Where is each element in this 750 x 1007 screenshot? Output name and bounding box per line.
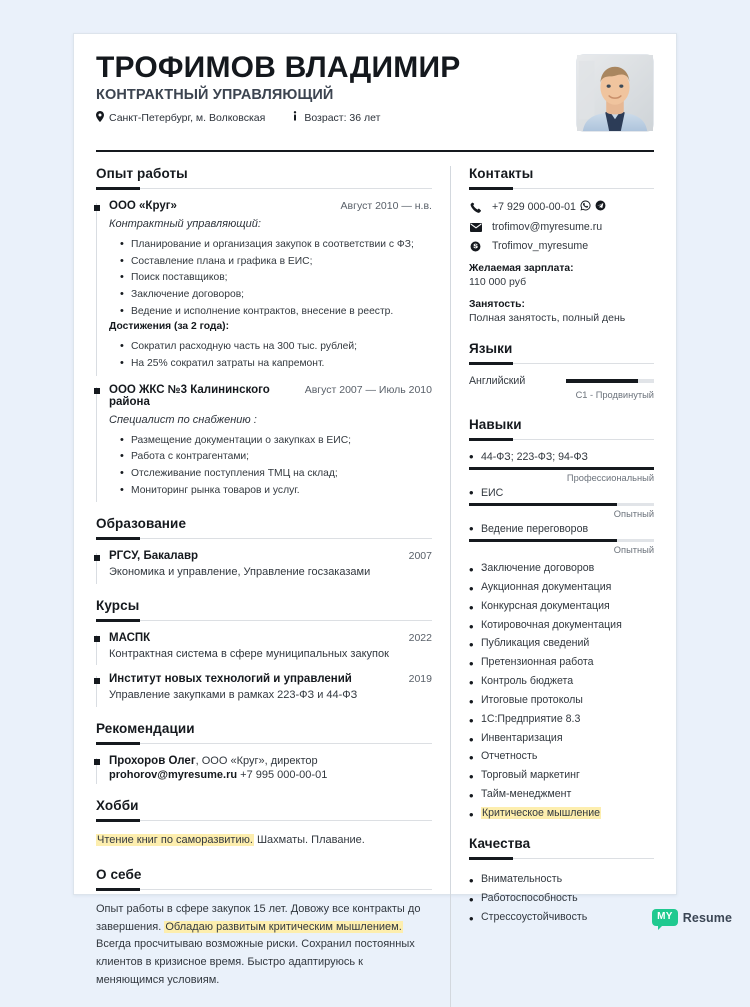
section-underline <box>469 858 654 859</box>
salary-value: 110 000 руб <box>468 276 527 288</box>
course-provider: Институт новых технологий и управлений <box>109 673 352 686</box>
resume-body <box>96 152 654 1007</box>
institution-name: РГСУ, Бакалавр <box>109 550 199 563</box>
section-title-qualities: Качества <box>468 835 531 851</box>
section-title-experience: Опыт работы <box>96 166 188 181</box>
hobby-highlight: Чтение книг по саморазвитию. <box>97 833 253 846</box>
envelope-icon <box>469 223 483 232</box>
list-item: • Заключение договоров; <box>131 287 432 304</box>
list-item <box>469 634 654 653</box>
position-title: Специалист по снабжению : <box>109 413 257 426</box>
avatar <box>576 54 654 132</box>
entry-header <box>109 550 432 562</box>
course-year: 2022 <box>408 631 432 644</box>
graduation-year: 2007 <box>408 550 432 563</box>
list-item <box>469 616 654 635</box>
contact-phone[interactable] <box>492 200 606 214</box>
skills-plain-list <box>469 559 654 823</box>
list-item <box>469 729 654 748</box>
course-year: 2019 <box>408 673 432 686</box>
salary-label: Желаемая зарплата: <box>468 263 574 274</box>
contact-messenger[interactable]: Trofimov_myresume <box>491 240 589 252</box>
list-item: • Работа с контрагентами; <box>131 449 432 466</box>
skill-level-label: Опытный <box>613 545 655 555</box>
section-underline <box>96 188 432 189</box>
reference-phone[interactable]: +7 995 000-00-01 <box>240 768 328 781</box>
skill-name: • 44-ФЗ; 223-ФЗ; 94-ФЗ <box>469 451 654 463</box>
course-entry <box>96 632 432 663</box>
section-contacts <box>469 166 654 324</box>
list-item <box>469 597 654 616</box>
skill-level-fill <box>469 467 654 470</box>
about-part1: Опыт работы в сфере закупок 15 лет. Довожу все контракты до завершения. <box>96 902 421 933</box>
experience-entry <box>96 200 432 373</box>
right-column <box>451 166 654 1007</box>
employment-period: Август 2007 — Июль 2010 <box>304 383 432 396</box>
skill-label: Отчетность <box>480 750 538 763</box>
list-item: • Составление плана и графика в ЕИС; <box>131 254 432 271</box>
about-text <box>96 901 432 990</box>
skill-label: 1С:Предприятие 8.3 <box>480 712 581 725</box>
skill-label: Претензионная работа <box>480 656 594 669</box>
list-item <box>469 785 654 804</box>
duties-list <box>109 433 432 500</box>
list-item: • Стрессоустойчивость <box>469 908 654 927</box>
square-bullet-icon <box>94 555 100 561</box>
section-languages <box>469 341 654 400</box>
section-underline <box>96 889 432 890</box>
skill-name: • Ведение переговоров <box>469 523 654 535</box>
list-item: • Размещение документации о закупках в ЕИС; <box>131 433 432 450</box>
employment-label: Занятость: <box>468 299 525 310</box>
section-underline <box>96 820 432 821</box>
header-meta <box>96 111 654 125</box>
reference-contacts <box>109 769 432 781</box>
position-title: Контрактный управляющий: <box>109 218 261 230</box>
list-item <box>469 747 654 766</box>
location-meta <box>96 111 265 125</box>
list-item: • Мониторинг рынка товаров и услуг. <box>131 483 432 500</box>
reference-entry <box>96 755 432 781</box>
course-detail: Контрактная система в сфере муниципальных закупок <box>109 647 389 660</box>
employer-name: ООО ЖКС №3 Калининского района <box>109 383 270 408</box>
entry-header <box>109 632 432 644</box>
skill-label: Критическое мышление <box>481 806 601 819</box>
list-item: • Отслеживание поступления ТМЦ на склад; <box>131 466 432 483</box>
contact-email[interactable]: trofimov@myresume.ru <box>491 221 603 233</box>
employment-value: Полная занятость, полный день <box>468 312 626 324</box>
section-title-contacts: Контакты <box>468 166 534 181</box>
list-item: • На 25% сократил затраты на капремонт. <box>131 356 432 373</box>
skill-level-label: Опытный <box>613 509 655 519</box>
section-title-skills: Навыки <box>468 417 522 432</box>
section-education <box>96 516 432 581</box>
entry-header <box>109 384 432 408</box>
skill-label: Итоговые протоколы <box>480 693 583 706</box>
section-title-about: О себе <box>96 866 142 882</box>
list-item: • Ведение и исполнение контрактов, внесение в реестр. <box>131 304 432 321</box>
section-courses <box>96 598 432 704</box>
hobby-rest: Шахматы. Плавание. <box>253 833 365 846</box>
skype-icon <box>469 241 483 252</box>
square-bullet-icon <box>94 678 100 684</box>
section-title-courses: Курсы <box>96 597 140 613</box>
language-level-bar <box>566 379 654 383</box>
skill-label: Контроль бюджета <box>480 675 574 688</box>
list-item: • Планирование и организация закупок в соответствии с ФЗ; <box>131 237 432 254</box>
section-title-references: Рекомендации <box>96 720 195 736</box>
list-item <box>469 766 654 785</box>
telegram-icon[interactable] <box>595 200 606 214</box>
entry-header <box>109 673 432 685</box>
entry-header <box>109 200 432 212</box>
language-row <box>469 375 654 387</box>
course-detail: Управление закупками в рамках 223-ФЗ и 44-ФЗ <box>109 689 358 702</box>
section-about <box>96 867 432 990</box>
left-column <box>96 166 450 1007</box>
section-title-education: Образование <box>96 516 187 532</box>
whatsapp-icon[interactable] <box>580 200 591 214</box>
section-underline <box>469 188 654 189</box>
square-bullet-icon <box>94 388 100 394</box>
reference-name: Прохоров Олег <box>109 754 196 767</box>
experience-entry <box>96 384 432 500</box>
language-item <box>469 375 654 400</box>
skill-label: Торговый маркетинг <box>480 769 580 782</box>
employer-name: ООО «Круг» <box>109 200 177 212</box>
skill-name: • ЕИС <box>469 487 654 499</box>
location-pin-icon <box>96 111 104 125</box>
skill-level-bar <box>469 467 654 470</box>
course-entry <box>96 673 432 704</box>
resume-header <box>96 52 654 144</box>
list-item <box>469 804 654 823</box>
list-item <box>469 578 654 597</box>
achievements-label: Достижения (за 2 года): <box>109 321 230 333</box>
list-item <box>469 559 654 578</box>
section-title-hobby: Хобби <box>96 797 139 813</box>
skill-level-label: Профессиональный <box>566 473 655 483</box>
section-underline <box>96 620 432 621</box>
hobby-text <box>96 832 432 850</box>
section-title-languages: Языки <box>468 341 513 356</box>
about-part2: Всегда просчитываю возможные риски. Сохранил постоянных клиентов в кризисное время. Быстро адаптируюсь к меняющимся условиям. <box>96 938 415 986</box>
myresume-logo <box>652 909 732 926</box>
achievements-list <box>109 339 432 372</box>
contact-phone-row[interactable] <box>469 200 654 214</box>
skill-label: Тайм-менеджмент <box>480 788 572 801</box>
skill-level-bar <box>469 503 654 506</box>
reference-email[interactable]: prohorov@myresume.ru <box>109 768 238 781</box>
section-underline <box>96 743 432 744</box>
section-underline <box>96 538 432 539</box>
reference-name-line <box>109 755 432 767</box>
about-highlight: Обладаю развитым критическим мышлением. <box>165 920 402 933</box>
square-bullet-icon <box>94 205 100 211</box>
list-item: • Внимательность <box>469 870 654 889</box>
section-hobby <box>96 798 432 850</box>
skill-label: Котировочная документация <box>480 618 622 631</box>
skill-level-fill <box>469 539 617 542</box>
skill-label: Аукционная документация <box>480 580 612 593</box>
skill-label: Заключение договоров <box>480 562 595 574</box>
section-underline <box>469 439 654 440</box>
duties-list <box>109 237 432 320</box>
phone-number: +7 929 000-00-01 <box>491 201 576 213</box>
resume-card <box>73 33 677 986</box>
list-item: • Сократил расходную часть на 300 тыс. рублей; <box>131 339 432 356</box>
logo-wordmark: Resume <box>682 910 732 925</box>
list-item <box>469 710 654 729</box>
phone-icon <box>469 202 483 213</box>
section-experience <box>96 166 432 499</box>
section-skills <box>469 417 654 823</box>
skill-rated-item <box>469 451 654 483</box>
page-title: ТРОФИМОВ ВЛАДИМИР <box>96 51 461 84</box>
skill-label: Публикация сведений <box>480 637 590 650</box>
course-provider: МАСПК <box>109 631 151 644</box>
location-text: Санкт-Петербург, м. Волковская <box>109 111 266 124</box>
section-qualities <box>469 836 654 927</box>
list-item <box>469 653 654 672</box>
list-item: • Поиск поставщиков; <box>131 270 432 287</box>
language-name: Английский <box>468 375 526 387</box>
skill-level-bar <box>469 539 654 542</box>
language-level-fill <box>566 379 638 383</box>
contact-email-row[interactable] <box>469 221 654 233</box>
section-references <box>96 721 432 781</box>
skill-rated-item <box>469 523 654 555</box>
qualities-list <box>469 870 654 927</box>
employment-period: Август 2010 — н.в. <box>340 200 432 212</box>
education-entry <box>96 550 432 581</box>
list-item <box>469 672 654 691</box>
list-item <box>469 691 654 710</box>
info-icon <box>291 111 299 125</box>
contact-messenger-row[interactable] <box>469 240 654 252</box>
language-level-label: C1 - Продвинутый <box>575 390 655 400</box>
education-detail: Экономика и управление, Управление госзаказами <box>109 566 371 579</box>
skill-label: Конкурсная документация <box>480 599 610 612</box>
logo-bubble-icon: MY <box>652 909 678 926</box>
square-bullet-icon <box>94 636 100 642</box>
square-bullet-icon <box>94 759 100 765</box>
list-item: • Работоспособность <box>469 889 654 908</box>
age-text: Возраст: 36 лет <box>304 111 381 124</box>
skill-level-fill <box>469 503 617 506</box>
age-meta <box>291 111 380 125</box>
skill-rated-item <box>469 487 654 519</box>
reference-position: , ООО «Круг», директор <box>195 754 318 767</box>
job-title: КОНТРАКТНЫЙ УПРАВЛЯЮЩИЙ <box>96 86 334 103</box>
skill-label: Инвентаризация <box>480 731 563 744</box>
section-underline <box>469 363 654 364</box>
